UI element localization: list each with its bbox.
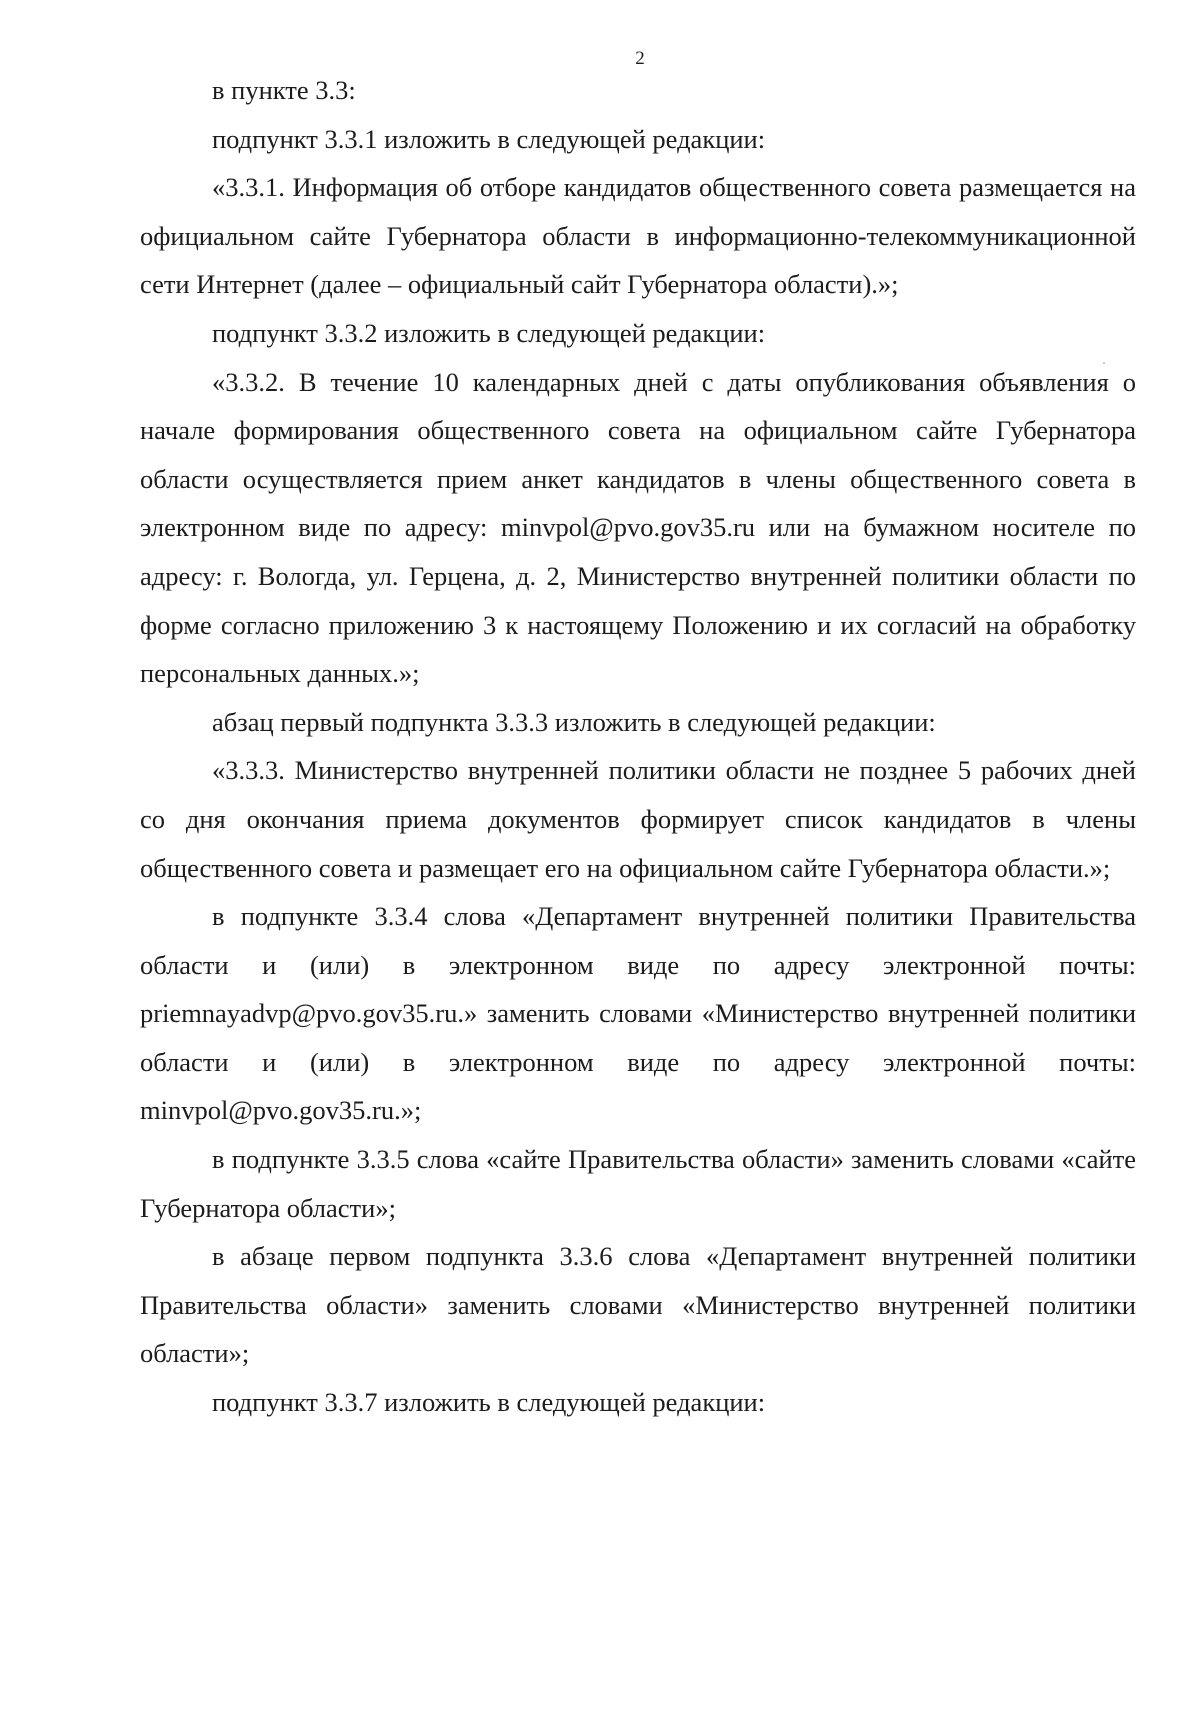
paragraph-text-3-3-2: «3.3.2. В течение 10 календарных дней с даты опубликования объявления о начале формирования общественного совета на официальном сайте Губернатора области осуществляется прием анкет кандидатов в члены общественного совета в электронном виде по адресу: minvpol@pvo.gov35.ru или на бумажном носителе по адресу: г. Вологда, ул. Герцена, д. 2, Министерство внутренней политики области по форме согласно приложению 3 к настоящему Положению и их согласий на обработку персональных данных.»;	[140, 366, 1136, 689]
paragraph-text-3-3-3: «3.3.3. Министерство внутренней политики области не позднее 5 рабочих дней со дня окончания приема документов формирует список кандидатов в члены общественного совета и размещает его на официальном сайте Губернатора области.»;	[140, 755, 1136, 883]
paragraph-amend-3-3-4: в подпункте 3.3.4 слова «Департамент внутренней политики Правительства области и (или) в электронном виде по адресу электронной почты: priemnayadvp@pvo.gov35.ru.» заменить словами «Министерство внутренней политики области и (или) в электронном виде по адресу электронной почты: minvpol@pvo.gov35.ru.»;	[140, 901, 1136, 1126]
paragraph-text-3-3-1: «3.3.1. Информация об отборе кандидатов общественного совета размещается на официальном сайте Губернатора области в информационно-телекоммуникационной сети Интернет (далее – официальный сайт Губернатора области).»;	[140, 172, 1136, 300]
page-number: 2	[635, 48, 645, 69]
paragraph-amend-3-3-5: в подпункте 3.3.5 слова «сайте Правительства области» заменить словами «сайте Губернатора области»;	[140, 1144, 1136, 1223]
paragraph-amend-3-3-2: подпункт 3.3.2 изложить в следующей редакции:	[212, 317, 766, 348]
paragraph-amend-3-3-6: в абзаце первом подпункта 3.3.6 слова «Департамент внутренней политики Правительства области» заменить словами «Министерство внутренней политики области»;	[140, 1241, 1136, 1369]
paragraph-amend-3-3-3: абзац первый подпункта 3.3.3 изложить в следующей редакции:	[212, 706, 936, 737]
paragraph-amend-3-3-7: подпункт 3.3.7 изложить в следующей редакции:	[212, 1387, 766, 1418]
paragraph-item-3-3-intro: в пункте 3.3:	[212, 75, 356, 105]
document-body	[140, 66, 1136, 1427]
paragraph-amend-3-3-1: подпункт 3.3.1 изложить в следующей редакции:	[212, 123, 766, 154]
